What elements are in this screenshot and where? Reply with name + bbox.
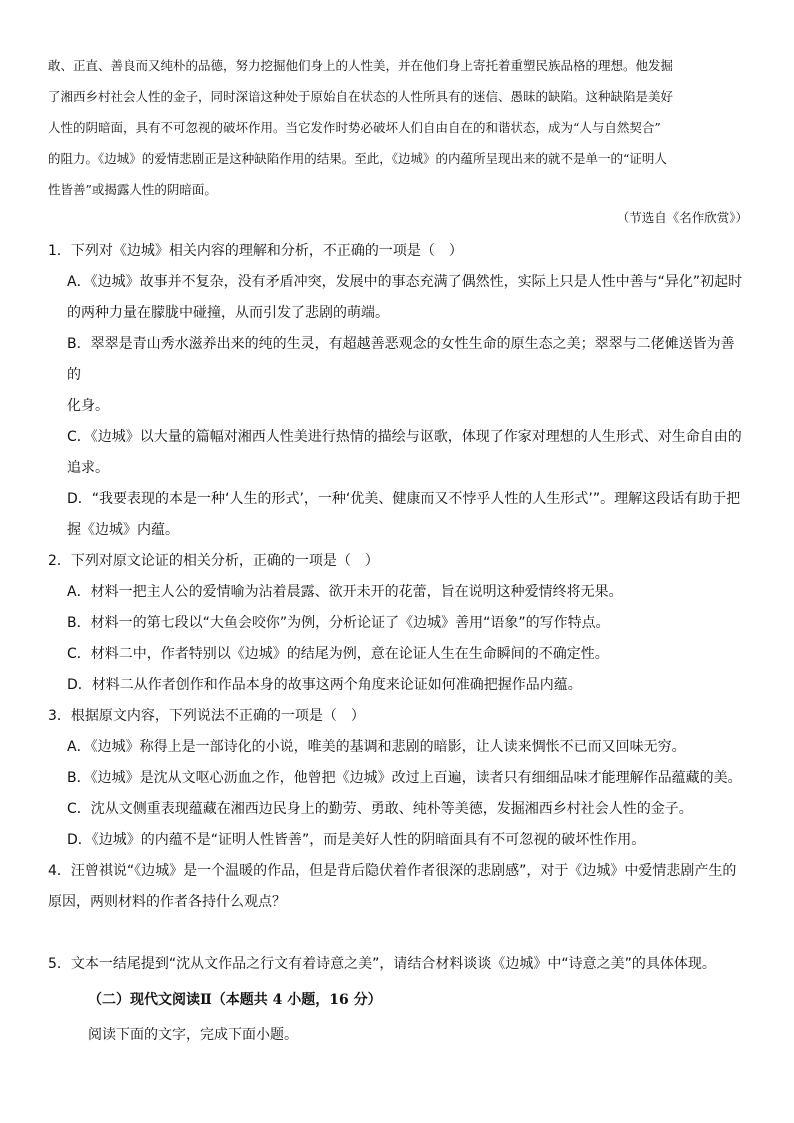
question-4 xyxy=(48,856,748,918)
section-heading: （二）现代文阅读Ⅱ（本题共 4 小题，16 分） xyxy=(88,992,382,1008)
section-instruction: 阅读下面的文字，完成下面小题。 xyxy=(88,1027,298,1043)
question-stem: 1．下列对《边城》相关内容的理解和分析，不正确的一项是（ ） xyxy=(48,243,463,259)
question-1 xyxy=(48,236,748,546)
answer-space xyxy=(48,918,748,949)
option-line: 追求。 xyxy=(67,460,109,476)
passage-line: 性皆善”或揭露人性的阴暗面。 xyxy=(48,182,217,197)
option-line: 的两种力量在朦胧中碰撞，从而引发了悲剧的萌端。 xyxy=(67,305,389,321)
option-line: 握《边城》内蕴。 xyxy=(67,522,179,538)
option-a: A．材料一把主人公的爱情喻为沾着晨露、欲开未开的花蕾，旨在说明这种爱情终将无果。 xyxy=(67,584,623,600)
question-list xyxy=(48,236,748,980)
option-line: B．翠翠是青山秀水滋养出来的纯的生灵，有超越善恶观念的女性生命的原生态之美；翠翠与二佬傩送皆为善的 xyxy=(67,336,735,383)
question-stem-line: 5．文本一结尾提到“沈从文作品之行文有着诗意之美”，请结合材料谈谈《边城》中“诗意之美”的具体体现。 xyxy=(48,956,716,972)
question-stem: 3．根据原文内容，下列说法不正确的一项是（ ） xyxy=(48,708,365,724)
option-c xyxy=(48,422,748,484)
option-line: C．《边城》以大量的篇幅对湘西人性美进行热情的描绘与讴歌，体现了作家对理想的人生形式、对生命自由的 xyxy=(67,429,742,445)
option-b: B．《边城》是沈从文呕心沥血之作，他曾把《边城》改过上百遍，读者只有细细品味才能理解作品蕴藏的美。 xyxy=(67,770,742,786)
option-d xyxy=(48,484,748,546)
option-line: D．“我要表现的本是一种‘人生的形式’，一种‘优美、健康而又不悖乎人性的人生形式’”。理解这段话有助于把 xyxy=(67,491,741,507)
question-stem: 2．下列对原文论证的相关分析，正确的一项是（ ） xyxy=(48,553,379,569)
option-b: B．材料一的第七段以“大鱼会咬你”为例，分析论证了《边城》善用“语象”的写作特点。 xyxy=(67,615,610,631)
option-c: C．沈从文侧重表现蕴藏在湘西边民身上的勤劳、勇敢、纯朴等美德，发掘湘西乡村社会人性的金子。 xyxy=(67,801,693,817)
passage-line: 了湘西乡村社会人性的金子，同时深谙这种处于原始自在状态的人性所具有的迷信、愚昧的缺陷。这种缺陷是美好 xyxy=(48,89,674,104)
option-b xyxy=(48,329,748,422)
reading-passage xyxy=(48,50,748,205)
question-stem-line: 4．汪曾祺说“《边城》是一个温暖的作品，但是背后隐伏着作者很深的悲剧感”，对于《边城》中爱情悲剧产生的 xyxy=(48,863,737,879)
option-line: A．《边城》故事并不复杂，没有矛盾冲突，发展中的事态充满了偶然性，实际上只是人性中善与“异化”初起时 xyxy=(67,274,743,290)
passage-line: 的阻力。《边城》的爱情悲剧正是这种缺陷作用的结果。至此，《边城》的内蕴所呈现出来的就不是单一的“证明人 xyxy=(48,151,667,166)
question-stem-line: 原因，两则材料的作者各持什么观点？ xyxy=(48,894,286,910)
passage-line: 敢、正直、善良而又纯朴的品德，努力挖掘他们身上的人性美，并在他们身上寄托着重塑民族品格的理想。他发掘 xyxy=(48,58,674,73)
option-d: D．材料二从作者创作和作品本身的故事这两个角度来论证如何准确把握作品内蕴。 xyxy=(67,677,582,693)
option-a: A．《边城》称得上是一部诗化的小说，唯美的基调和悲剧的暗影，让人读来惆怅不已而又回味无穷。 xyxy=(67,739,686,755)
option-line: 化身。 xyxy=(67,398,109,414)
passage-line: 人性的阴暗面，具有不可忽视的破坏作用。当它发作时势必破坏人们自由自在的和谐状态，成为“人与自然契合” xyxy=(48,120,661,135)
option-a xyxy=(48,267,748,329)
option-d: D．《边城》的内蕴不是“证明人性皆善”，而是美好人性的阴暗面具有不可忽视的破坏性作用。 xyxy=(67,832,646,848)
option-c: C．材料二中，作者特别以《边城》的结尾为例，意在论证人生在生命瞬间的不确定性。 xyxy=(67,646,609,662)
question-3 xyxy=(48,701,748,856)
question-5 xyxy=(48,949,748,980)
question-2 xyxy=(48,546,748,701)
passage-source: （节选自《名作欣赏》） xyxy=(616,210,748,225)
